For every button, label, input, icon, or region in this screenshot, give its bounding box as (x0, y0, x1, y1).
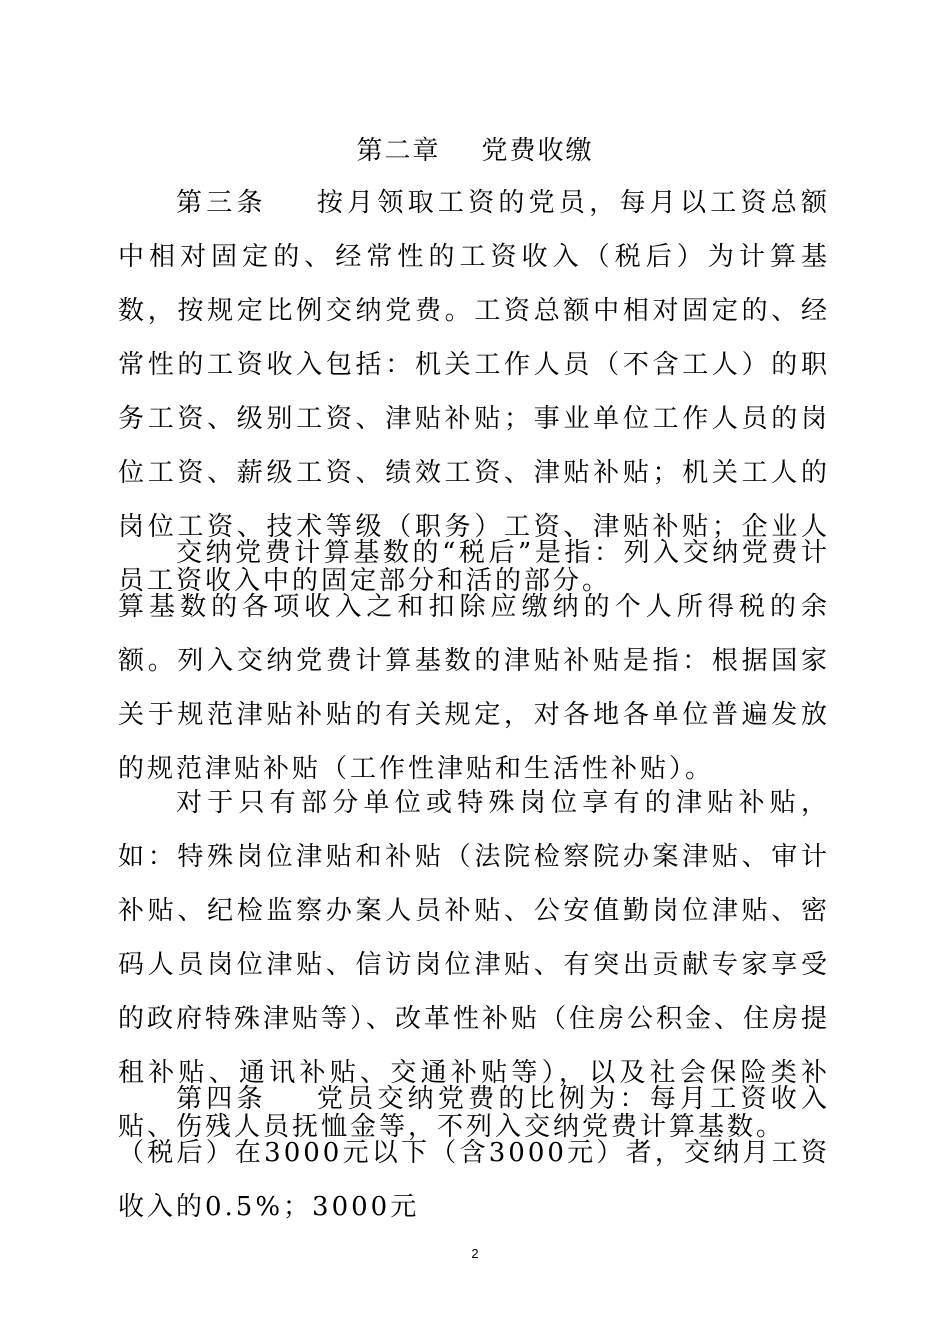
paragraph-text: 第三条 按月领取工资的党员，每月以工资总额中相对固定的、经常性的工资收入（税后）为计算基数，按规定比例交纳党费。工资总额中相对固定的、经常性的工资收入包括：机关工作人员（不含工人）的职务工资、级别工资、津贴补贴；事业单位工作人员的岗位工资、薪级工资、绩效工资、津贴补贴；机关工人的岗位工资、技术等级（职务）工资、津贴补贴；企业人员工资收入中的固定部分和活的部分。 (118, 188, 830, 596)
paragraph-text: 第四条 党员交纳党费的比例为：每月工资收入（税后）在3000元以下（含3000元）者，交纳月工资收入的0.5%；3000元 (118, 1084, 830, 1222)
paragraph-text: 对于只有部分单位或特殊岗位享有的津贴补贴，如：特殊岗位津贴和补贴（法院检察院办案津贴、审计补贴、纪检监察办案人员补贴、公安值勤岗位津贴、密码人员岗位津贴、信访岗位津贴、有突出贡献专家享受的政府特殊津贴等）、改革性补贴（住房公积金、住房提租补贴、通讯补贴、交通补贴等），以及社会保险类补贴、伤残人员抚恤金等，不列入交纳党费计算基数。 (118, 788, 831, 1142)
chapter-title: 第二章 党费收缴 (356, 136, 594, 166)
paragraph-text: 交纳党费计算基数的“税后”是指：列入交纳党费计算基数的各项收入之和扣除应缴纳的个人所得税的余额。列入交纳党费计算基数的津贴补贴是指：根据国家关于规范津贴补贴的有关规定，对各地各单位普遍发放的规范津贴补贴（工作性津贴和生活性补贴）。 (118, 538, 830, 784)
paragraph-article-4 (118, 1072, 830, 1234)
paragraph-tax-definition (118, 526, 830, 796)
page-number: 2 (471, 1246, 479, 1261)
